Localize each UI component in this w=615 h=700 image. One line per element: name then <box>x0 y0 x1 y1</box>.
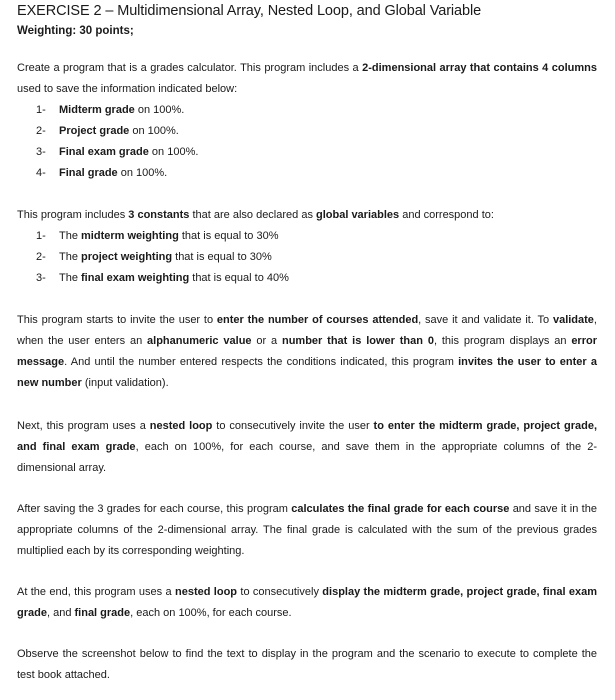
list-pre: The <box>59 251 82 263</box>
list-number: 2- <box>36 125 46 137</box>
starts-text-1: This program starts to invite the user to <box>17 314 217 326</box>
list-item <box>17 247 597 268</box>
starts-text-5: , this program displays an <box>433 335 572 347</box>
list-pre: The <box>59 230 82 242</box>
list-item <box>17 100 597 121</box>
intro-bold-1: 2-dimensional array that contains 4 columns <box>362 62 597 74</box>
end-bold-3: final grade <box>74 607 131 619</box>
list-bold: Project grade <box>59 125 130 137</box>
list-pre: The <box>59 272 82 284</box>
list-number: 1- <box>36 230 46 242</box>
constants-text-3: and correspond to: <box>399 209 494 221</box>
list-rest: on 100%. <box>129 125 179 137</box>
end-bold-1: nested loop <box>175 586 238 598</box>
list-item <box>17 142 597 163</box>
intro-paragraph <box>17 58 597 100</box>
next-text-3: , each on 100%, for each course, and save them in the appropriate columns of the 2-dimensional array. <box>17 441 597 474</box>
next-bold-1: nested loop <box>149 420 213 432</box>
after-text-1: After saving the 3 grades for each course, this program <box>17 503 292 515</box>
next-text-1: Next, this program uses a <box>17 420 150 432</box>
list-rest: on 100%. <box>117 167 168 179</box>
end-bold-2: display the midterm grade, project grade, final exam grade <box>17 586 598 619</box>
list-item <box>17 268 597 289</box>
list-bold: Final grade <box>59 167 118 179</box>
end-text-2: to consecutively <box>237 586 323 598</box>
end-text-4: , each on 100%, for each course. <box>130 607 292 619</box>
intro-text-1: Create a program that is a grades calculator. This program includes a <box>17 62 363 74</box>
list-rest: on 100%. <box>148 146 199 158</box>
list-bold: final exam weighting <box>81 272 190 284</box>
list-number: 2- <box>36 251 46 263</box>
display-paragraph <box>17 582 597 624</box>
list-number: 1- <box>36 104 46 116</box>
list-item <box>17 226 597 247</box>
program-start-paragraph <box>17 310 597 394</box>
after-bold-1: calculates the final grade for each course <box>291 503 510 515</box>
list-rest: on 100%. <box>134 104 185 116</box>
list-bold: midterm weighting <box>81 230 179 242</box>
list-item <box>17 163 597 184</box>
list-bold: Midterm grade <box>59 104 135 116</box>
exercise-title: EXERCISE 2 – Multidimensional Array, Nested Loop, and Global Variable <box>17 3 482 19</box>
starts-bold-4: number that is lower than 0 <box>281 335 434 347</box>
next-text-2: to consecutively invite the user <box>212 420 374 432</box>
constants-text-1: This program includes <box>17 209 129 221</box>
constants-bold-1: 3 constants <box>128 209 190 221</box>
constants-bold-2: global variables <box>316 209 400 221</box>
after-text-2: and save it in the appropriate columns of the 2-dimensional array. The final grade is calculated with the sum of the previous grades multiplied each by its corresponding weighting. <box>17 503 597 557</box>
next-bold-2: to enter the midterm grade, project grade, and final exam grade <box>17 420 598 453</box>
starts-bold-6: invites the user to enter a new number <box>17 356 598 389</box>
observe-paragraph: Observe the screenshot below to find the text to display in the program and the scenario to execute to complete the test book attached. <box>17 648 597 681</box>
starts-bold-1: enter the number of courses attended <box>216 314 419 326</box>
list-bold: project weighting <box>81 251 173 263</box>
starts-text-7: (input validation). <box>81 377 169 389</box>
list-number: 3- <box>36 146 46 158</box>
end-text-3: , and <box>46 607 75 619</box>
list-rest: that is equal to 40% <box>189 272 289 284</box>
constants-paragraph <box>17 205 597 226</box>
constants-list <box>17 226 597 289</box>
starts-text-2: , save it and validate it. To <box>418 314 553 326</box>
list-number: 3- <box>36 272 46 284</box>
nested-loop-input-paragraph <box>17 416 597 479</box>
starts-text-4: or a <box>251 335 282 347</box>
list-rest: that is equal to 30% <box>172 251 272 263</box>
starts-text-6: . And until the number entered respects the conditions indicated, this program <box>64 356 459 368</box>
intro-text-2: used to save the information indicated below: <box>17 83 238 95</box>
weighting-line: Weighting: 30 points; <box>17 25 134 37</box>
list-rest: that is equal to 30% <box>178 230 279 242</box>
columns-list <box>17 100 597 184</box>
list-number: 4- <box>36 167 46 179</box>
final-grade-paragraph <box>17 499 597 562</box>
starts-text-3: , when the user enters an <box>17 314 597 347</box>
list-item <box>17 121 597 142</box>
starts-bold-3: alphanumeric value <box>147 335 252 347</box>
starts-bold-2: validate <box>552 314 594 326</box>
starts-bold-5: error message <box>17 335 597 368</box>
list-bold: Final exam grade <box>59 146 149 158</box>
constants-text-2: that are also declared as <box>189 209 316 221</box>
end-text-1: At the end, this program uses a <box>17 586 175 598</box>
